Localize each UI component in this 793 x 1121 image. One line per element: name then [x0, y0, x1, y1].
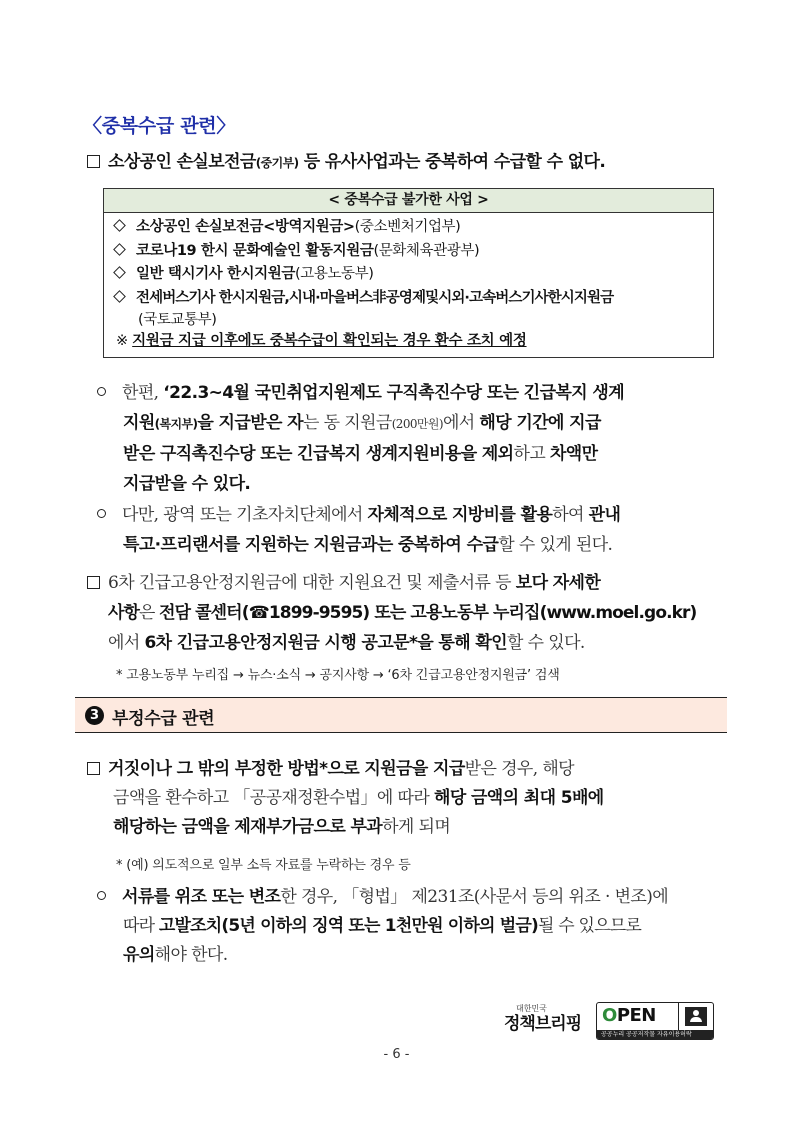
open-logo: OPEN — [597, 1003, 679, 1030]
attribution-person-icon — [685, 1007, 707, 1026]
footnote: * (예) 의도적으로 일부 소득 자료를 누락하는 경우 등 — [116, 858, 411, 873]
paragraph-contact-info: 6차 긴급고용안정지원금에 대한 지원요건 및 제출서류 등 보다 자세한 사항은 전담 콜센터(☎1899-9595) 또는 고용노동부 누리집(www.moel.go.kr) 에서 6차 긴급고용안정지원금 시행 공고문*을 통해 확인할 수 있다. * 고용노동부 누리집 → 뉴스·소식 → 공지사항 → ‘6차 긴급고용안정지원금’ 검색 — [87, 568, 696, 683]
box-item: 코로나19 한시 문화예술인 활동지원금(문화체육관광부) — [112, 240, 713, 264]
diamond-bullet-icon — [113, 219, 126, 232]
box-item: 전세버스기사 한시지원금,시내·마을버스非공영제및시외·고속버스기사한시지원금 — [112, 287, 713, 311]
contact-link[interactable]: 전담 콜센터(☎1899-9595) 또는 고용노동부 누리집(www.moel.go.kr) — [159, 603, 697, 623]
diamond-bullet-icon — [113, 243, 126, 256]
circle-bullet-icon — [97, 891, 106, 900]
paragraph-deduction: 한편, ‘22.3~4월 국민취업지원제도 구직촉진수당 또는 긴급복지 생계 지원(복지부)을 지급받은 자는 동 지원금(200만원)에서 해당 기간에 지급 받은 구직촉진수당 또는 긴급복지 생계지원비용을 제외하고 차액만 지급받을 수 있다. — [97, 378, 624, 499]
box-item: 소상공인 손실보전금<방역지원금>(중소벤처기업부) — [112, 216, 713, 240]
paragraph-fraud-penalty: 거짓이나 그 밖의 부정한 방법*으로 지원금을 지급받은 경우, 해당 금액을 환수하고 「공공재정환수법」에 따라 해당 금액의 최대 5배에 해당하는 금액을 제재부가금으로 부과하게 되며 * (예) 의도적으로 일부 소득 자료를 누락하는 경우 등 — [87, 755, 604, 873]
box-item: 일반 택시기사 한시지원금(고용노동부) — [112, 263, 713, 287]
section-heading-fraud: 3 부정수급 관련 — [75, 697, 727, 733]
square-bullet-icon — [87, 762, 100, 775]
footnote: * 고용노동부 누리집 → 뉴스·소식 → 공지사항 → ‘6차 긴급고용안정지원금’ 검색 — [116, 668, 560, 683]
square-bullet-icon — [87, 155, 100, 168]
circle-bullet-icon — [97, 387, 106, 396]
box-header: < 중복수급 불가한 사업 > — [104, 189, 713, 213]
policy-briefing-logo: 대한민국 정책브리핑 — [504, 1004, 582, 1034]
box-note: ※ 지원금 지급 이후에도 중복수급이 확인되는 경우 환수 조치 예정 — [116, 333, 527, 349]
box-item-continuation: (국토교통부) — [138, 312, 217, 328]
duplicate-programs-box — [103, 188, 714, 358]
number-circle-icon: 3 — [85, 706, 104, 725]
diamond-bullet-icon — [113, 266, 126, 279]
square-bullet-icon — [87, 576, 100, 589]
diamond-bullet-icon — [113, 290, 126, 303]
page-number: - 6 - — [383, 1047, 410, 1062]
paragraph-local-support: 다만, 광역 또는 기초자치단체에서 자체적으로 지방비를 활용하여 관내 특고·프리랜서를 지원하는 지원금과는 중복하여 수급할 수 있게 된다. — [97, 500, 620, 560]
circle-bullet-icon — [97, 509, 106, 518]
paragraph-forgery: 서류를 위조 또는 변조한 경우, 「형법」 제231조(사문서 등의 위조 · 변조)에 따라 고발조치(5년 이하의 징역 또는 1천만원 이하의 벌금)될 수 있으므로 유의해야 한다. — [97, 883, 668, 970]
open-license-badge: OPEN 공공누리 공공저작물 자유이용허락 — [596, 1002, 714, 1040]
paragraph-duplicate-rule: 소상공인 손실보전금(중기부) 등 유사사업과는 중복하여 수급할 수 없다. — [87, 150, 605, 175]
section-title: 〈중복수급 관련〉 — [83, 115, 236, 137]
